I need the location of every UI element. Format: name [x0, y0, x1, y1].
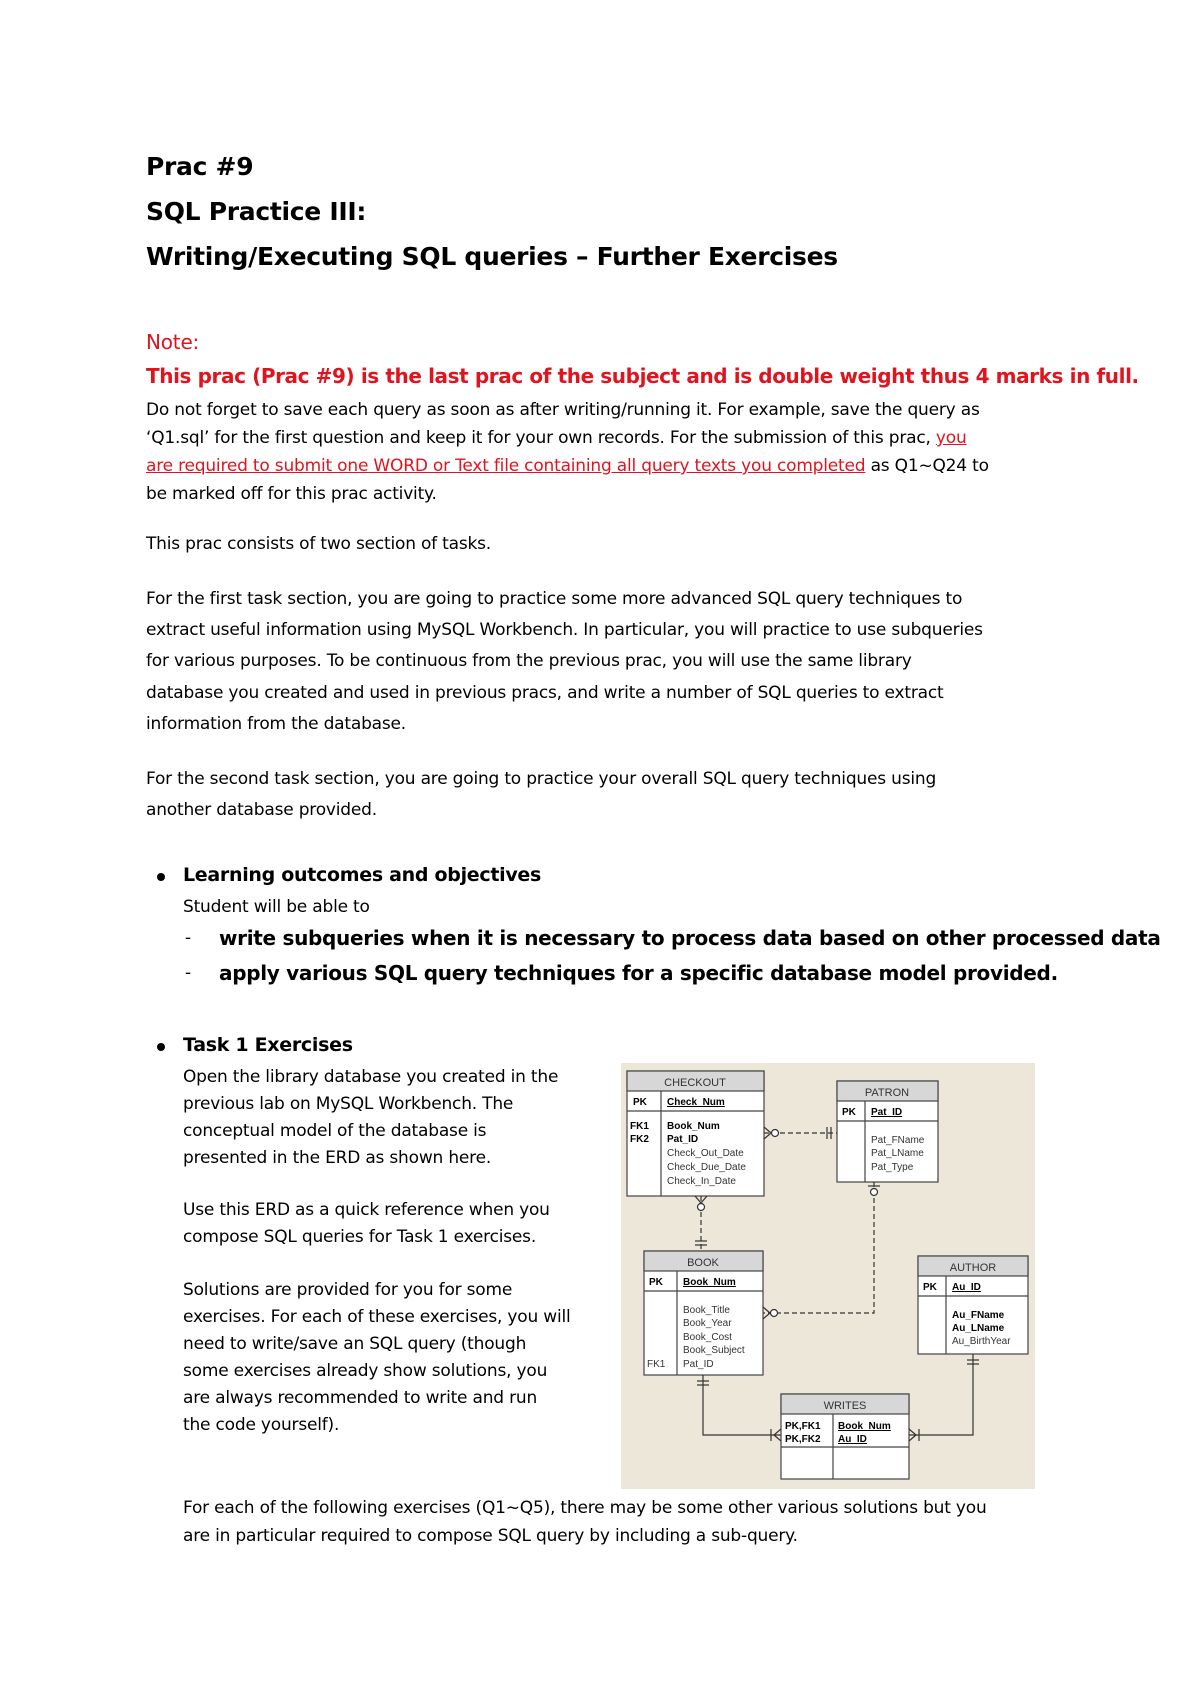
- bullet: [157, 1043, 165, 1051]
- title-line-1: Prac #9: [146, 152, 254, 181]
- second-section-line: another database provided.: [146, 800, 377, 820]
- task1-p1-line: presented in the ERD as shown here.: [183, 1148, 492, 1168]
- task1-p3-line: some exercises already show solutions, you: [183, 1361, 548, 1381]
- note-label: Note:: [146, 330, 200, 354]
- patron-pk: Pat_ID: [871, 1107, 903, 1118]
- checkout-attr: Check_Due_Date: [667, 1162, 746, 1173]
- entity-checkout: [627, 1071, 764, 1196]
- book-fk-label: FK1: [647, 1359, 666, 1370]
- checkout-pk-label: PK: [633, 1097, 647, 1108]
- book-attr: Book_Year: [683, 1318, 732, 1329]
- author-pk: Au_ID: [952, 1282, 981, 1293]
- book-attr: Book_Title: [683, 1305, 730, 1316]
- dash-marker: -: [185, 928, 192, 948]
- task1-p1-line: conceptual model of the database is: [183, 1121, 487, 1141]
- first-section-line: for various purposes. To be continuous from the previous prac, you will use the same library: [146, 651, 912, 671]
- task1-p3-line: need to write/save an SQL query (though: [183, 1334, 527, 1354]
- book-attr: Book_Subject: [683, 1345, 745, 1356]
- writes-pk: Au_ID: [838, 1434, 867, 1445]
- book-title: BOOK: [687, 1257, 719, 1269]
- intro-line-1: Do not forget to save each query as soon as after writing/running it. For example, save the query as: [146, 400, 980, 420]
- intro-line-2: [146, 428, 967, 448]
- sections-intro: This prac consists of two section of tasks.: [146, 534, 492, 554]
- patron-pk-label: PK: [842, 1107, 856, 1118]
- checkout-fk1: FK1: [630, 1121, 649, 1132]
- task1-p1-line: previous lab on MySQL Workbench. The: [183, 1094, 514, 1114]
- book-attr: Book_Cost: [683, 1332, 732, 1343]
- first-section-line: For the first task section, you are going to practice some more advanced SQL query techniques to: [146, 589, 963, 609]
- author-attr: Au_FName: [952, 1310, 1005, 1321]
- patron-attr: Pat_LName: [871, 1148, 924, 1159]
- author-title: AUTHOR: [949, 1262, 997, 1274]
- entity-book: [644, 1251, 763, 1375]
- writes-title: WRITES: [823, 1400, 867, 1412]
- task1-p3-line: exercises. For each of these exercises, you will: [183, 1307, 571, 1327]
- book-attr: Pat_ID: [683, 1359, 714, 1370]
- patron-title: PATRON: [864, 1087, 910, 1099]
- erd-diagram: [621, 1063, 1035, 1489]
- entity-author: [918, 1256, 1028, 1354]
- checkout-attr: Pat_ID: [667, 1134, 699, 1145]
- entity-writes: [781, 1394, 909, 1479]
- entity-patron: [837, 1081, 938, 1182]
- writes-key: PK,FK2: [785, 1434, 821, 1445]
- author-attr: Au_LName: [952, 1323, 1005, 1334]
- intro-emphasis-start: you: [935, 428, 967, 448]
- checkout-fk2: FK2: [630, 1134, 649, 1145]
- intro-line-2-text: ‘Q1.sql’ for the first question and keep it for your own records. For the submission of this prac,: [146, 428, 936, 448]
- writes-pk: Book_Num: [838, 1421, 891, 1432]
- task1-p1-line: Open the library database you created in the: [183, 1067, 559, 1087]
- checkout-title: CHECKOUT: [664, 1077, 726, 1089]
- task1-p3-line: the code yourself).: [183, 1415, 340, 1435]
- outcome-item: apply various SQL query techniques for a specific database model provided.: [219, 961, 1058, 985]
- intro-emphasis: are required to submit one WORD or Text file containing all query texts you completed: [146, 456, 866, 476]
- author-attr: Au_BirthYear: [952, 1336, 1011, 1347]
- outcomes-heading: Learning outcomes and objectives: [183, 864, 542, 886]
- first-section-line: information from the database.: [146, 714, 407, 734]
- task1-footer-line: are in particular required to compose SQL query by including a sub-query.: [183, 1526, 798, 1546]
- outcomes-sub: Student will be able to: [183, 897, 370, 917]
- task1-footer-line: For each of the following exercises (Q1~Q5), there may be some other various solutions but you: [183, 1498, 987, 1518]
- patron-attr: Pat_FName: [871, 1135, 925, 1146]
- intro-line-3-text: as Q1~Q24 to: [865, 456, 989, 476]
- first-section-line: extract useful information using MySQL Workbench. In particular, you will practice to use subqueries: [146, 620, 983, 640]
- first-section-line: database you created and used in previous pracs, and write a number of SQL queries to extract: [146, 683, 944, 703]
- title-line-2: SQL Practice III:: [146, 197, 367, 226]
- bullet: [157, 873, 165, 881]
- author-pk-label: PK: [923, 1282, 937, 1293]
- writes-key: PK,FK1: [785, 1421, 821, 1432]
- outcome-item: write subqueries when it is necessary to process data based on other processed data: [219, 926, 1161, 950]
- checkout-attr: Book_Num: [667, 1121, 720, 1132]
- dash-marker: -: [185, 963, 192, 983]
- intro-line-3: [146, 456, 989, 476]
- task1-p3-line: Solutions are provided for you for some: [183, 1280, 513, 1300]
- title-line-3: Writing/Executing SQL queries – Further Exercises: [146, 242, 838, 271]
- book-pk: Book_Num: [683, 1277, 736, 1288]
- task1-p2-line: compose SQL queries for Task 1 exercises.: [183, 1227, 537, 1247]
- checkout-pk: Check_Num: [667, 1097, 725, 1108]
- task1-heading: Task 1 Exercises: [183, 1034, 353, 1056]
- task1-p2-line: Use this ERD as a quick reference when you: [183, 1200, 550, 1220]
- task1-p3-line: are always recommended to write and run: [183, 1388, 538, 1408]
- book-pk-label: PK: [649, 1277, 663, 1288]
- note-text: This prac (Prac #9) is the last prac of the subject and is double weight thus 4 marks in full.: [146, 364, 1139, 388]
- intro-line-4: be marked off for this prac activity.: [146, 484, 437, 504]
- second-section-line: For the second task section, you are going to practice your overall SQL query techniques using: [146, 769, 937, 789]
- patron-attr: Pat_Type: [871, 1162, 914, 1173]
- checkout-attr: Check_In_Date: [667, 1176, 736, 1187]
- checkout-attr: Check_Out_Date: [667, 1148, 744, 1159]
